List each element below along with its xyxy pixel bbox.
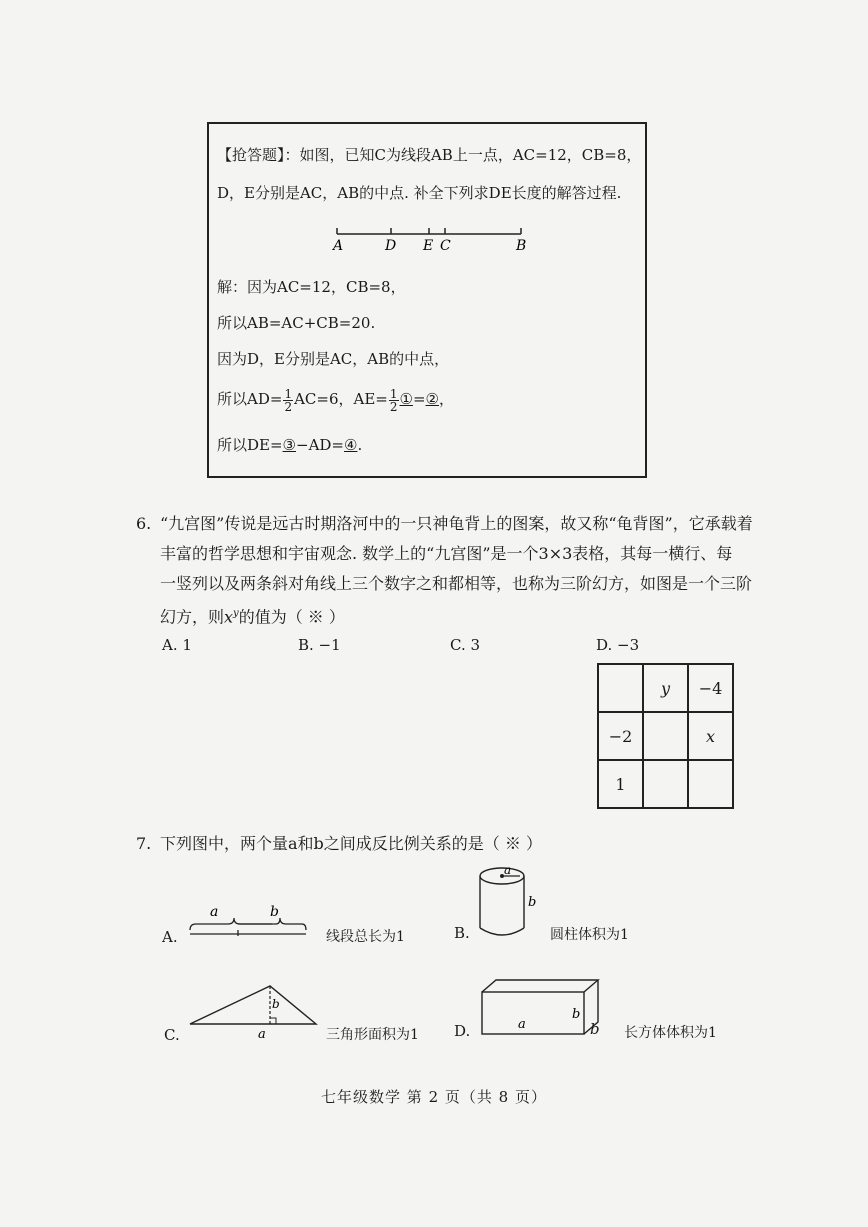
- triangle-a-label: a: [258, 1027, 266, 1042]
- magic-cell: [598, 664, 643, 712]
- segment-braces-figure: [186, 900, 310, 940]
- magic-cell: −2: [598, 712, 643, 760]
- box-problem-line2: D，E分别是AC，AB的中点. 补全下列求DE长度的解答过程.: [217, 184, 622, 202]
- cylinder-a-label: a: [504, 863, 512, 877]
- q6-option-d: D. −3: [596, 636, 640, 654]
- cuboid-b-label: b: [572, 1007, 581, 1022]
- fraction-half-2: $\frac{1}{2}$: [389, 386, 398, 414]
- cuboid-b2-label: b: [590, 1020, 600, 1038]
- q6-line1: “九宫图”传说是远古时期洛河中的一只神龟背上的图案，故又称“龟背图”，它承载着: [160, 514, 753, 533]
- sol5-period: .: [357, 436, 363, 454]
- sol4-comma: ，: [438, 390, 454, 408]
- point-c-label: C: [440, 238, 451, 254]
- q6-option-a: A. 1: [162, 636, 192, 654]
- solution-line5: [217, 436, 362, 454]
- blank-1: ①: [399, 390, 413, 408]
- magic-cell: y: [643, 664, 688, 712]
- q7-option-c-letter: C.: [164, 1026, 180, 1044]
- q7-number: 7.: [136, 834, 152, 853]
- cylinder-figure: [474, 862, 548, 942]
- q6-line4-d: 的值为（ ※ ）: [238, 607, 345, 627]
- q7-option-c-caption: 三角形面积为1: [326, 1027, 419, 1043]
- blank-3: ③: [282, 436, 296, 454]
- point-e-label: E: [423, 238, 434, 254]
- q6-line2: 丰富的哲学思想和宇宙观念. 数学上的“九宫图”是一个3×3表格，其每一横行、每: [160, 544, 733, 563]
- fraction-half: $\frac{1}{2}$: [284, 386, 293, 414]
- sol5-text-c: −AD=: [296, 436, 344, 454]
- q7-option-b-caption: 圆柱体积为1: [550, 927, 629, 943]
- solution-line4: [217, 384, 454, 414]
- magic-cell: [643, 760, 688, 808]
- q7-option-d-caption: 长方体体积为1: [624, 1025, 717, 1041]
- q6-option-b: B. −1: [298, 636, 341, 654]
- triangle-b-label: b: [272, 997, 280, 1011]
- q6-y-exponent: y: [233, 608, 239, 619]
- cylinder-b-label: b: [528, 895, 537, 910]
- segment-diagram: [329, 220, 529, 256]
- box-problem-line1: 【抢答题】：如图，已知C为线段AB上一点，AC=12，CB=8，: [217, 146, 642, 164]
- cuboid-a-label: a: [518, 1017, 526, 1032]
- quick-answer-box: [207, 122, 647, 478]
- sol4-text-b: AC=6，AE=: [294, 390, 388, 408]
- q7-stem: 下列图中，两个量a和b之间成反比例关系的是（ ※ ）: [160, 834, 542, 853]
- segment-a-label: a: [210, 904, 219, 920]
- q7-option-a-caption: 线段总长为1: [326, 929, 405, 945]
- segment-b-label: b: [270, 904, 279, 920]
- sol4-text-a: 所以AD=: [217, 390, 283, 408]
- solution-line2: 所以AB=AC+CB=20.: [217, 314, 376, 332]
- q6-line4-a: 幻方，则: [160, 607, 225, 627]
- q6-option-c: C. 3: [450, 636, 481, 654]
- point-d-label: D: [385, 238, 397, 254]
- point-b-label: B: [516, 238, 527, 254]
- triangle-figure: [186, 980, 322, 1042]
- solution-line1: 解：因为AC=12，CB=8，: [217, 278, 406, 296]
- q6-line4: [160, 604, 345, 627]
- sol5-text-a: 所以DE=: [217, 436, 283, 454]
- magic-cell: [688, 760, 733, 808]
- magic-square: [597, 663, 734, 809]
- magic-cell: [643, 712, 688, 760]
- blank-2: ②: [425, 390, 439, 408]
- point-a-label: A: [333, 238, 344, 254]
- magic-cell: 1: [598, 760, 643, 808]
- sol4-equals: =: [412, 390, 426, 408]
- q6-number: 6.: [136, 514, 152, 533]
- solution-line3: 因为D，E分别是AC，AB的中点，: [217, 350, 450, 368]
- blank-4: ④: [344, 436, 358, 454]
- q7-option-a-letter: A.: [162, 928, 178, 946]
- q6-line3: 一竖列以及两条斜对角线上三个数字之和都相等，也称为三阶幻方，如图是一个三阶: [160, 574, 753, 593]
- cuboid-figure: [478, 976, 604, 1040]
- magic-cell: −4: [688, 664, 733, 712]
- magic-cell: x: [688, 712, 733, 760]
- page-footer: 七年级数学 第 2 页（共 8 页）: [321, 1088, 547, 1106]
- q6-x-var: x: [224, 607, 234, 627]
- q7-option-b-letter: B.: [454, 924, 470, 942]
- q7-option-d-letter: D.: [454, 1022, 471, 1040]
